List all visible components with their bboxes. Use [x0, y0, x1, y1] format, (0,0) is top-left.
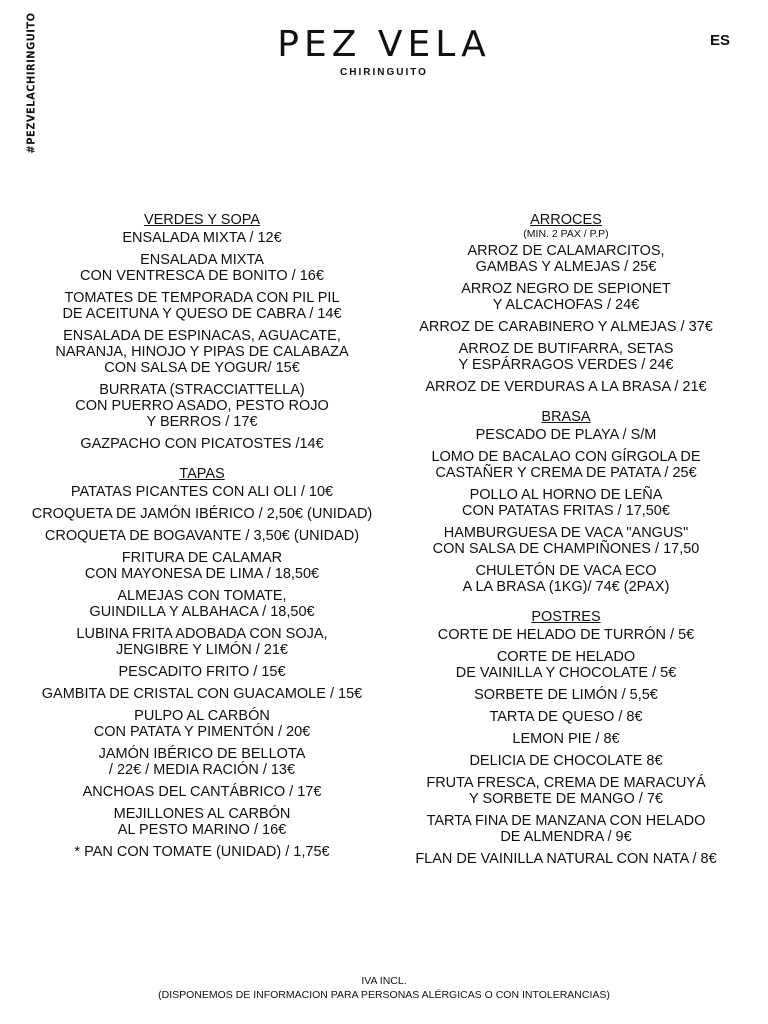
- footer: [0, 974, 768, 1002]
- menu-item: FLAN DE VAINILLA NATURAL CON NATA / 8€: [415, 851, 717, 867]
- menu-item: ENSALADA MIXTA / 12€: [122, 230, 282, 246]
- footer-tax-note: IVA INCL.: [361, 975, 407, 987]
- menu-item: POLLO AL HORNO DE LEÑA CON PATATAS FRITAS / 17,50€: [462, 487, 670, 519]
- menu-item: DELICIA DE CHOCOLATE 8€: [469, 753, 663, 769]
- menu-item: ENSALADA MIXTA CON VENTRESCA DE BONITO / 16€: [80, 252, 324, 284]
- menu-item: ANCHOAS DEL CANTÁBRICO / 17€: [82, 784, 322, 800]
- hashtag-text: #PEZVELACHIRINGUITO: [24, 12, 38, 154]
- restaurant-title: PEZ VELA: [277, 24, 491, 65]
- restaurant-subtitle: CHIRINGUITO: [340, 67, 428, 78]
- menu-item: TOMATES DE TEMPORADA CON PIL PIL DE ACEITUNA Y QUESO DE CABRA / 14€: [62, 290, 342, 322]
- menu-item: ALMEJAS CON TOMATE, GUINDILLA Y ALBAHACA / 18,50€: [89, 588, 315, 620]
- menu-item: ARROZ DE VERDURAS A LA BRASA / 21€: [425, 379, 707, 395]
- menu-item: SORBETE DE LIMÓN / 5,5€: [474, 687, 658, 703]
- menu-item: FRITURA DE CALAMAR CON MAYONESA DE LIMA / 18,50€: [84, 550, 320, 582]
- menu-section: [384, 409, 748, 595]
- menu-item: TARTA FINA DE MANZANA CON HELADO DE ALMENDRA / 9€: [426, 813, 706, 845]
- menu-item: TARTA DE QUESO / 8€: [489, 709, 643, 725]
- section-title: VERDES Y SOPA: [143, 212, 261, 228]
- menu-item: * PAN CON TOMATE (UNIDAD) / 1,75€: [74, 844, 330, 860]
- menu-item: BURRATA (STRACCIATTELLA) CON PUERRO ASADO, PESTO ROJO Y BERROS / 17€: [75, 382, 329, 430]
- menu-section: [384, 609, 748, 867]
- menu-item: LOMO DE BACALAO CON GÍRGOLA DE CASTAÑER Y CREMA DE PATATA / 25€: [431, 449, 701, 481]
- menu-item: GAMBITA DE CRISTAL CON GUACAMOLE / 15€: [41, 686, 363, 702]
- menu-item: ENSALADA DE ESPINACAS, AGUACATE, NARANJA, HINOJO Y PIPAS DE CALABAZA CON SALSA DE YOGUR/ 15€: [55, 328, 349, 376]
- menu-item: FRUTA FRESCA, CREMA DE MARACUYÁ Y SORBETE DE MANGO / 7€: [426, 775, 706, 807]
- menu-item: CORTE DE HELADO DE VAINILLA Y CHOCOLATE / 5€: [455, 649, 677, 681]
- menu-item: ARROZ DE CALAMARCITOS, GAMBAS Y ALMEJAS / 25€: [467, 243, 665, 275]
- menu-item: JAMÓN IBÉRICO DE BELLOTA / 22€ / MEDIA RACIÓN / 13€: [98, 746, 306, 778]
- menu-item: ARROZ NEGRO DE SEPIONET Y ALCACHOFAS / 24€: [461, 281, 671, 313]
- menu-item: PESCADITO FRITO / 15€: [118, 664, 286, 680]
- menu-section: [384, 212, 748, 395]
- section-title: POSTRES: [531, 609, 601, 625]
- menu-item: ARROZ DE BUTIFARRA, SETAS Y ESPÁRRAGOS VERDES / 24€: [458, 341, 674, 373]
- menu-column-right: [384, 212, 748, 881]
- menu-item: CROQUETA DE BOGAVANTE / 3,50€ (UNIDAD): [44, 528, 360, 544]
- menu-item: HAMBURGUESA DE VACA "ANGUS" CON SALSA DE CHAMPIÑONES / 17,50: [432, 525, 700, 557]
- menu-item: PULPO AL CARBÓN CON PATATA Y PIMENTÓN / 20€: [93, 708, 311, 740]
- section-title: ARROCES: [530, 212, 602, 228]
- footer-allergy-note: (DISPONEMOS DE INFORMACION PARA PERSONAS ALÉRGICAS O CON INTOLERANCIAS): [158, 989, 610, 1001]
- menu-item: CHULETÓN DE VACA ECO A LA BRASA (1KG)/ 74€ (2PAX): [462, 563, 670, 595]
- menu-item: LUBINA FRITA ADOBADA CON SOJA, JENGIBRE Y LIMÓN / 21€: [76, 626, 328, 658]
- menu-item: GAZPACHO CON PICATOSTES /14€: [80, 436, 324, 452]
- section-title: TAPAS: [179, 466, 225, 482]
- menu-item: CROQUETA DE JAMÓN IBÉRICO / 2,50€ (UNIDAD): [31, 506, 373, 522]
- language-selector[interactable]: ES: [709, 32, 730, 49]
- menu-column-left: [20, 212, 384, 874]
- menu-item: LEMON PIE / 8€: [512, 731, 620, 747]
- menu-section: [20, 466, 384, 860]
- menu-section: [20, 212, 384, 452]
- menu-item: ARROZ DE CARABINERO Y ALMEJAS / 37€: [419, 319, 713, 335]
- menu-item: PESCADO DE PLAYA / S/M: [475, 427, 657, 443]
- menu-item: MEJILLONES AL CARBÓN AL PESTO MARINO / 16€: [113, 806, 291, 838]
- menu-item: CORTE DE HELADO DE TURRÓN / 5€: [437, 627, 695, 643]
- brand-header: [0, 24, 768, 78]
- section-note: (MIN. 2 PAX / P.P): [523, 228, 609, 240]
- menu-item: PATATAS PICANTES CON ALI OLI / 10€: [70, 484, 334, 500]
- section-title: BRASA: [541, 409, 591, 425]
